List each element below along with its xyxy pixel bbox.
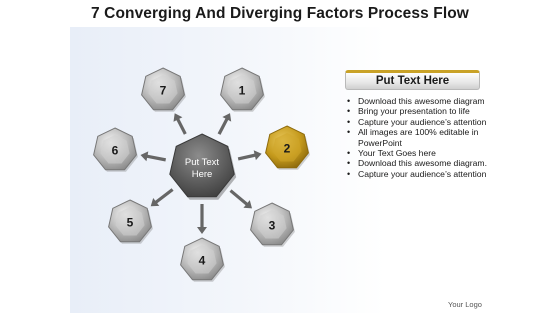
arrow (141, 151, 167, 161)
node-label: 5 (126, 215, 134, 230)
node-4 (181, 238, 225, 282)
bullet-item: • Capture your audience’s attention (345, 169, 495, 179)
arrow (197, 204, 207, 234)
node-6 (94, 128, 138, 172)
node-label: 1 (238, 83, 246, 98)
arrow (174, 113, 187, 135)
bullet-item: • All images are 100% editable in PowerPoint (345, 127, 495, 148)
center-label: Here (191, 169, 213, 180)
node-label: 3 (268, 218, 276, 233)
node-label: 4 (198, 253, 206, 268)
arrow (238, 150, 262, 160)
bullet-item: • Download this awesome diagram. (345, 158, 495, 168)
bullet-list (345, 96, 495, 179)
node-label: 7 (159, 83, 167, 98)
arrow (151, 188, 174, 206)
node-label: 6 (111, 143, 119, 158)
node-label: 2 (283, 141, 291, 156)
bullet-item: • Capture your audience’s attention (345, 117, 495, 127)
center-label: Put Text (184, 157, 220, 168)
bullet-item: • Download this awesome diagram (345, 96, 495, 106)
node-5 (109, 200, 153, 244)
arrow (218, 113, 232, 135)
text-header: Put Text Here (345, 70, 480, 90)
node-7 (142, 68, 186, 112)
node-2 (266, 126, 310, 170)
center-node (170, 134, 236, 200)
arrow (230, 189, 253, 208)
node-1 (221, 68, 265, 112)
logo-text: Your Logo (448, 300, 482, 309)
node-3 (251, 203, 295, 247)
bullet-item: • Your Text Goes here (345, 148, 495, 158)
page-title: 7 Converging And Diverging Factors Process Flow (91, 5, 469, 22)
bullet-item: • Bring your presentation to life (345, 106, 495, 116)
